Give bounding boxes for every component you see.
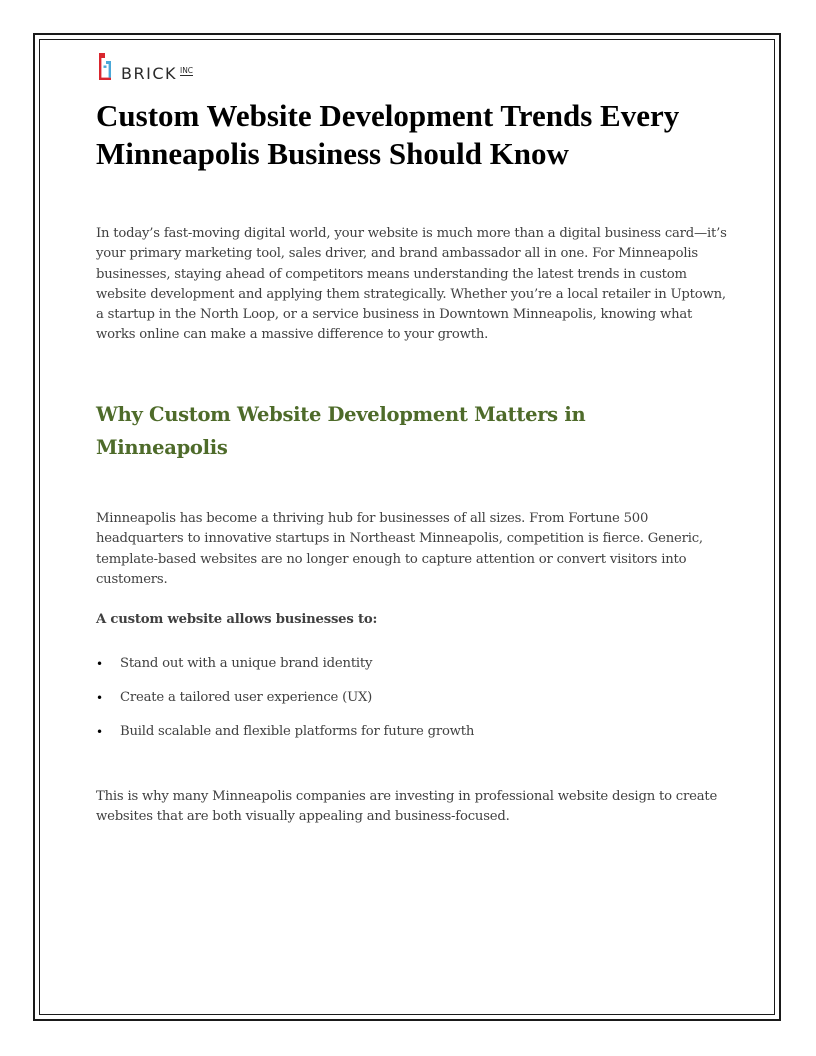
section-heading: Why Custom Website Development Matters in Minneapolis [96,403,586,459]
list-item [96,688,716,722]
list-intro: A custom website allows businesses to: [96,612,378,627]
bullet-icon: • [96,657,103,671]
list-item [96,722,716,756]
logo-wordmark: BRICK [121,63,177,83]
closing-paragraph: This is why many Minneapolis companies are investing in professional website design to create websites that are both visually appealing and business-focused. [96,789,718,825]
brick-inc-logo [96,51,193,85]
intro-paragraph: In today’s fast-moving digital world, your website is much more than a digital business card—it’s your primary marketing tool, sales driver, and brand ambassador all in one. For Minneapolis businesses, staying ahead of competitors means understanding the latest trends in custom website development and applying them strategically. Whether you’re a local retailer in Uptown, a startup in the North Loop, or a service business in Downtown Minneapolis, knowing what works online can make a massive difference to your growth. [96,226,727,343]
benefits-list [96,654,716,756]
article-title: Custom Website Development Trends Every Minneapolis Business Should Know [96,98,680,171]
list-item [96,654,716,688]
list-item-text: Create a tailored user experience (UX) [120,690,373,705]
section-paragraph: Minneapolis has become a thriving hub for businesses of all sizes. From Fortune 500 headquarters to innovative startups in Northeast Minneapolis, competition is fierce. Generic, template-based websites are no longer enough to capture attention or convert visitors into customers. [96,511,703,587]
logo-inc-suffix: INC [179,66,194,75]
brick-logo-mark-icon [96,51,118,85]
bullet-icon: • [96,691,103,705]
list-item-text: Stand out with a unique brand identity [120,656,373,671]
bullet-icon: • [96,725,103,739]
list-item-text: Build scalable and flexible platforms for future growth [120,724,475,739]
